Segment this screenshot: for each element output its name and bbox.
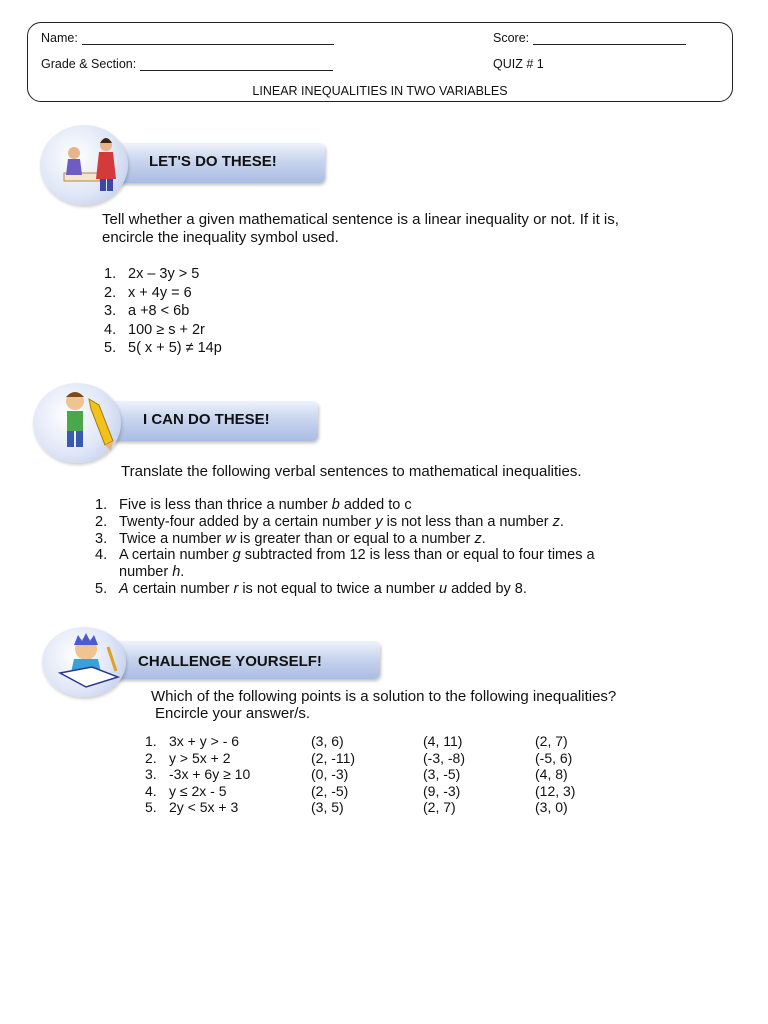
list-item: 1. Five is less than thrice a number b added to c <box>95 497 412 513</box>
answer-option[interactable]: (4, 8) <box>535 766 568 782</box>
lets-do-these-banner <box>40 125 330 203</box>
list-item: 5. A certain number r is not equal to twice a number u added by 8. <box>95 580 527 597</box>
instruction-line: Which of the following points is a solution to the following inequalities? <box>151 688 617 705</box>
answer-option[interactable]: (4, 11) <box>423 733 463 749</box>
quiz-number: QUIZ # 1 <box>493 57 544 71</box>
list-item: 2. Twenty-four added by a certain number y is not less than a number z. <box>95 513 564 530</box>
section1-instructions <box>102 211 619 247</box>
instruction-line: Tell whether a given mathematical sentence is a linear inequality or not. If it is, <box>102 211 619 228</box>
answer-option[interactable]: (-5, 6) <box>535 749 573 766</box>
list-item-continuation: number h. <box>119 564 185 581</box>
answer-option[interactable]: (3, -5) <box>423 766 461 782</box>
instruction-line: Encircle your answer/s. <box>155 705 311 722</box>
answer-option[interactable]: (12, 3) <box>535 782 576 799</box>
name-field <box>41 31 334 45</box>
answer-option[interactable]: (2, 7) <box>535 733 568 749</box>
list-item: 3. Twice a number w is greater than or equal to a number z. <box>95 530 486 547</box>
answer-option[interactable]: (-3, -8) <box>423 749 465 766</box>
score-label: Score: <box>493 31 530 45</box>
grade-section-blank <box>140 59 333 71</box>
section2-instructions: Translate the following verbal sentences to mathematical inequalities. <box>121 463 582 480</box>
name-blank <box>82 33 334 45</box>
section1-list <box>104 265 222 358</box>
grade-section-label: Grade & Section: <box>41 57 137 71</box>
list-item: 4. A certain number g subtracted from 12 is less than or equal to four times a <box>95 547 595 564</box>
table-row: 1. 3x + y > - 6 (3, 6) (4, 11) (2, 7) <box>145 733 615 750</box>
list-item: 3. a +8 < 6b <box>104 303 190 319</box>
table-row: 5. 2y < 5x + 3 (3, 5) (2, 7) (3, 0) <box>145 799 615 816</box>
boy-thinking-illustration <box>52 627 136 699</box>
answer-option[interactable]: (2, 7) <box>423 799 456 815</box>
answer-option[interactable]: (2, -5) <box>311 782 349 799</box>
quiz-title: LINEAR INEQUALITIES IN TWO VARIABLES <box>252 84 508 98</box>
score-field <box>493 31 686 45</box>
banner-title: I CAN DO THESE! <box>143 411 270 428</box>
table-row: 2. y > 5x + 2 (2, -11) (-3, -8) (-5, 6) <box>145 750 615 767</box>
answer-option[interactable]: (3, 0) <box>535 799 568 815</box>
list-item: 4. 100 ≥ s + 2r <box>104 321 205 338</box>
grade-section-field <box>41 57 333 71</box>
table-row: 3. -3x + 6y ≥ 10 (0, -3) (3, -5) (4, 8) <box>145 766 615 783</box>
table-row: 4. y ≤ 2x - 5 (2, -5) (9, -3) (12, 3) <box>145 783 615 800</box>
section3-instructions <box>151 688 616 722</box>
answer-option[interactable]: (0, -3) <box>311 766 349 782</box>
list-item: 1. 2x – 3y > 5 <box>104 266 200 282</box>
answer-option[interactable]: (3, 5) <box>311 799 344 815</box>
answer-option[interactable]: (3, 6) <box>311 733 344 749</box>
list-item: 2. x + 4y = 6 <box>104 284 192 301</box>
boy-with-pencil-illustration <box>45 385 125 459</box>
section2-list <box>95 497 595 598</box>
banner-title: LET'S DO THESE! <box>149 153 277 170</box>
answer-option[interactable]: (2, -11) <box>311 749 356 766</box>
list-item: 5. 5( x + 5) ≠ 14p <box>104 340 222 356</box>
banner-title: CHALLENGE YOURSELF! <box>138 653 322 670</box>
teacher-student-illustration <box>50 129 130 199</box>
score-blank <box>533 33 686 45</box>
quiz-header <box>27 22 733 102</box>
i-can-do-these-banner <box>33 383 323 461</box>
challenge-table <box>145 733 615 816</box>
answer-option[interactable]: (9, -3) <box>423 782 461 799</box>
instruction-line: encircle the inequality symbol used. <box>102 229 339 246</box>
name-label: Name: <box>41 31 78 45</box>
